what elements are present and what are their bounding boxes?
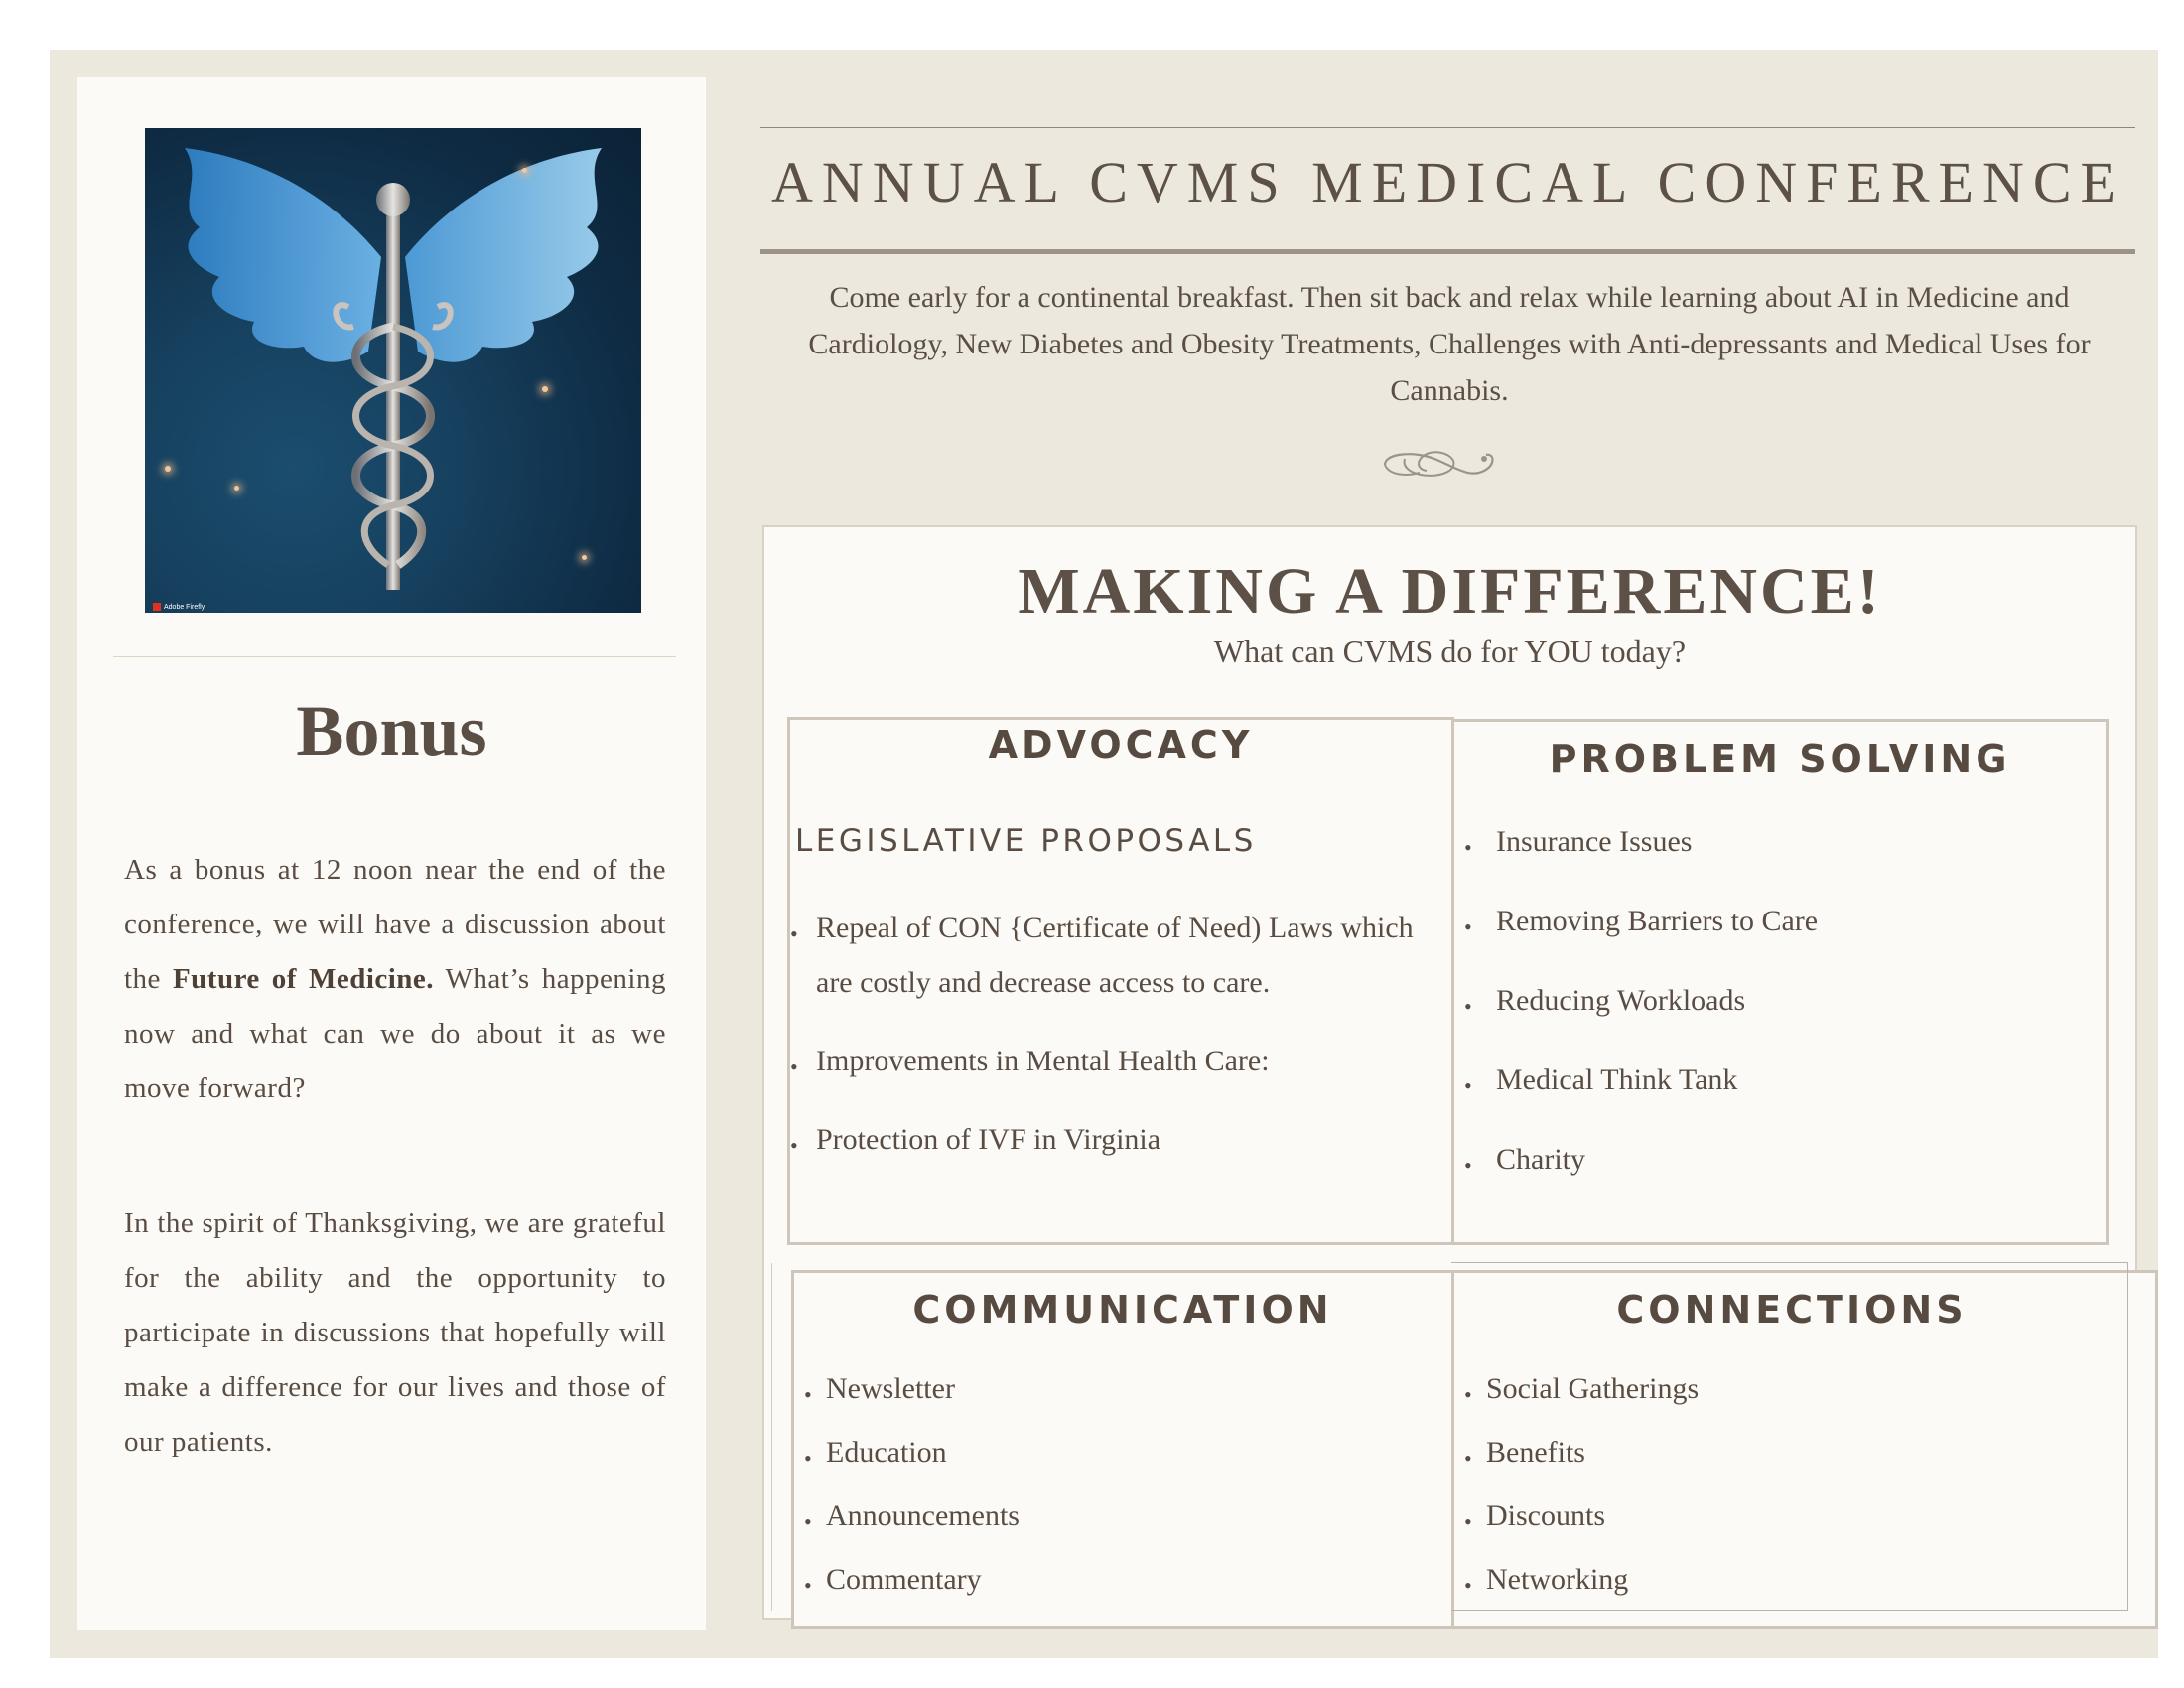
bullet-icon: • xyxy=(790,921,798,946)
flourish-ornament-icon xyxy=(1375,445,1504,485)
list-item-text: Newsletter xyxy=(826,1372,955,1405)
bullet-icon: • xyxy=(1464,1509,1472,1534)
card-heading: PROBLEM SOLVING xyxy=(1549,737,2011,780)
bullet-icon: • xyxy=(804,1509,812,1534)
communication-list xyxy=(804,1364,1439,1618)
problem-solving-list xyxy=(1464,814,2100,1211)
list-item-text: Benefits xyxy=(1486,1436,1585,1469)
list-item-text: Repeal of CON {Certificate of Need) Laws which are costly and decrease access to care. xyxy=(816,912,1414,999)
list-item-text: Discounts xyxy=(1486,1499,1605,1532)
list-item-text: Announcements xyxy=(826,1499,1020,1532)
list-item-text: Reducing Workloads xyxy=(1496,984,1746,1017)
list-item xyxy=(1464,894,2100,973)
making-a-difference-title: MAKING A DIFFERENCE! xyxy=(1018,555,1882,628)
list-item xyxy=(804,1428,1439,1491)
header-bottom-rule xyxy=(760,249,2135,254)
paragraph-text: As a bonus at 12 noon near the end of the conference, we will have a discussion about the xyxy=(124,854,666,995)
list-item xyxy=(804,1555,1439,1618)
card-heading: CONNECTIONS xyxy=(1616,1288,1968,1332)
list-item-text: Medical Think Tank xyxy=(1496,1063,1738,1096)
bullet-icon: • xyxy=(790,1055,798,1079)
bullet-icon: • xyxy=(1464,835,1472,860)
caduceus-icon xyxy=(145,128,641,613)
card-heading: ADVOCACY xyxy=(988,723,1254,767)
list-item-text: Education xyxy=(826,1436,947,1469)
list-item-text: Insurance Issues xyxy=(1496,825,1693,858)
bullet-icon: • xyxy=(1464,1153,1472,1178)
list-item-text: Charity xyxy=(1496,1143,1585,1176)
card-advocacy xyxy=(787,717,1454,1245)
list-item-text: Social Gatherings xyxy=(1486,1372,1700,1405)
bullet-icon: • xyxy=(804,1382,812,1407)
bullet-icon: • xyxy=(1464,914,1472,939)
card-communication xyxy=(791,1270,1454,1629)
bullet-icon: • xyxy=(1464,1573,1472,1598)
making-a-difference-subtitle: What can CVMS do for YOU today? xyxy=(1213,633,1687,669)
bullet-icon: • xyxy=(1464,1446,1472,1471)
bullet-icon: • xyxy=(804,1446,812,1471)
bullet-icon: • xyxy=(790,1133,798,1158)
list-item xyxy=(790,1034,1445,1088)
advocacy-list xyxy=(790,901,1445,1167)
light-glow xyxy=(582,555,587,560)
card-problem-solving xyxy=(1451,719,2109,1245)
conference-description: Come early for a continental breakfast. Then sit back and relax while learning about AI in Medicine and Cardiology, New Diabetes and Obesity Treatments, Challenges with Anti-depressants and Medical Uses for Cannabis. xyxy=(808,281,2091,407)
list-item xyxy=(804,1491,1439,1555)
future-of-medicine-emphasis: Future of Medicine. xyxy=(172,963,435,995)
bullet-icon: • xyxy=(804,1573,812,1598)
bonus-paragraph-1 xyxy=(124,843,666,1116)
legislative-proposals-label: LEGISLATIVE PROPOSALS xyxy=(795,823,1257,859)
badge-label: Adobe Firefly xyxy=(164,603,205,611)
adobe-firefly-badge xyxy=(153,603,205,611)
light-glow xyxy=(165,466,171,472)
bullet-icon: • xyxy=(1464,1382,1472,1407)
list-item-text: Removing Barriers to Care xyxy=(1496,905,1819,937)
paragraph-text: What’s happening now and what can we do about it as we move forward? xyxy=(124,963,666,1104)
conference-title: ANNUAL CVMS MEDICAL CONFERENCE xyxy=(771,150,2124,214)
list-item xyxy=(790,901,1445,1010)
adobe-logo-icon xyxy=(153,603,161,611)
header-top-rule xyxy=(760,127,2135,128)
card-heading: COMMUNICATION xyxy=(912,1288,1333,1332)
bullet-icon: • xyxy=(1464,994,1472,1019)
list-item xyxy=(804,1364,1439,1428)
list-item xyxy=(790,1112,1445,1167)
list-item-text: Protection of IVF in Virginia xyxy=(816,1123,1161,1156)
light-glow xyxy=(522,168,527,173)
list-item xyxy=(1464,1132,2100,1211)
list-item xyxy=(1464,973,2100,1053)
light-glow xyxy=(234,486,239,491)
bullet-icon: • xyxy=(1464,1073,1472,1098)
light-glow xyxy=(542,386,548,392)
list-item-text: Networking xyxy=(1486,1563,1629,1596)
bonus-title: Bonus xyxy=(296,691,487,771)
caduceus-image xyxy=(145,128,641,613)
connections-inner-rule xyxy=(1451,1262,2128,1611)
left-divider xyxy=(113,656,676,657)
list-item-text: Improvements in Mental Health Care: xyxy=(816,1045,1270,1077)
bonus-paragraph-2: In the spirit of Thanksgiving, we are grateful for the ability and the opportunity to participate in discussions that hopefully will make a difference for our lives and those of our patients. xyxy=(124,1207,666,1458)
list-item xyxy=(1464,814,2100,894)
list-item-text: Commentary xyxy=(826,1563,982,1596)
panel-inner-rule xyxy=(771,1263,791,1611)
list-item xyxy=(1464,1053,2100,1132)
